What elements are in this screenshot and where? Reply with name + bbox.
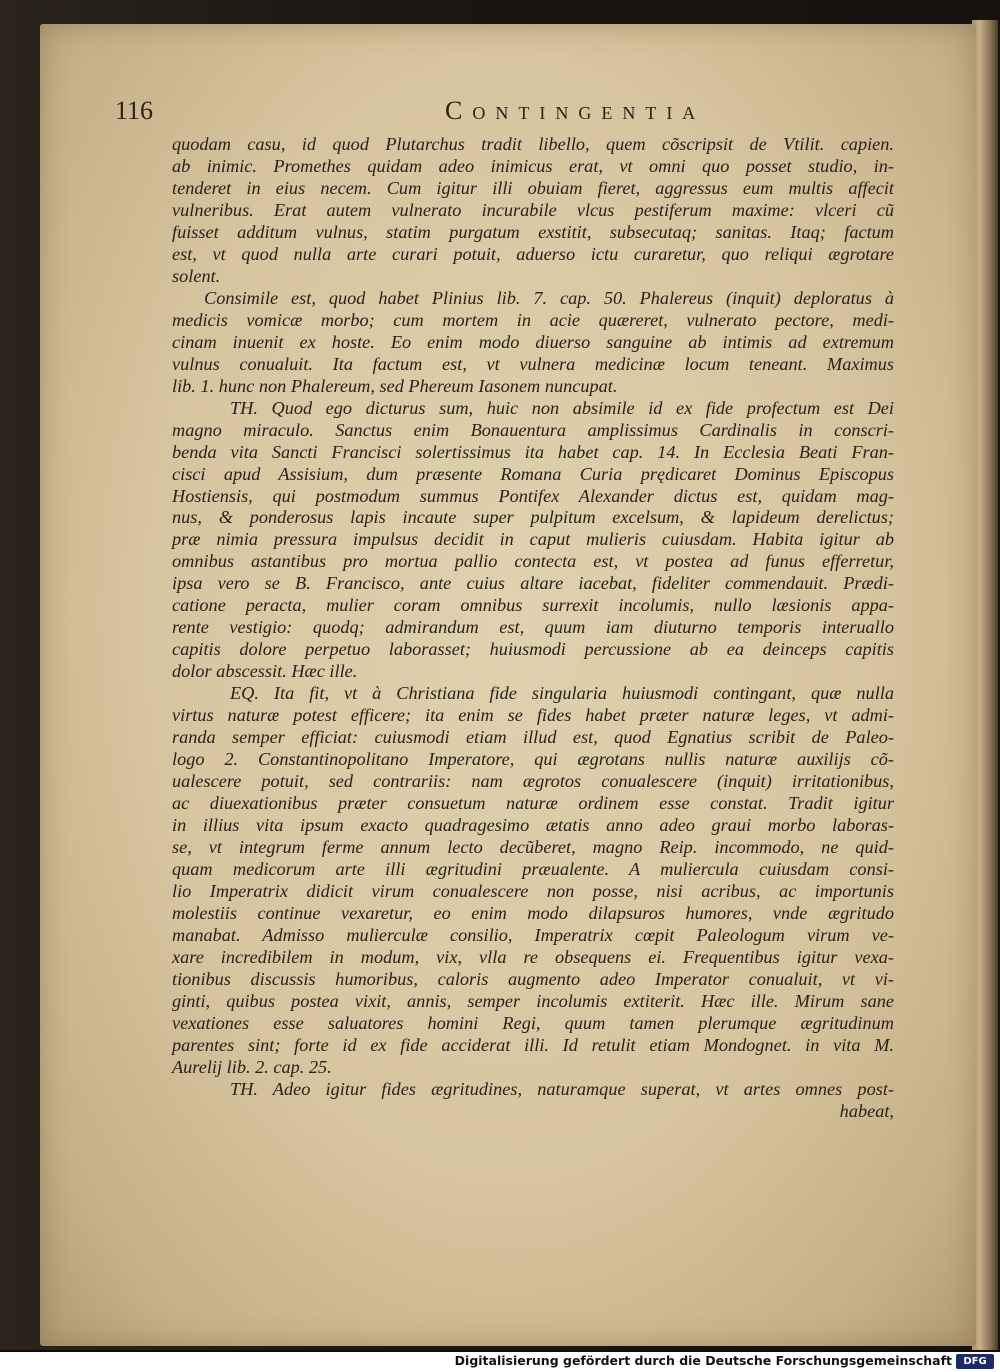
text-line: se, vt integrum ferme annum lecto decũberet, magno Reip. incommodo, ne quid- (172, 837, 894, 857)
text-line: nus, & ponderosus lapis incaute super pulpitum excelsum, & lapideum derelictus; (172, 507, 894, 528)
page-number: 116 (115, 96, 154, 125)
text-line: dolor abscessit. Hæc ille. (172, 661, 358, 682)
text-line: ginti, quibus postea vixit, annis, semper incolumis extiterit. Hæc ille. Mirum sane (172, 990, 894, 1011)
text-line: lio Imperatrix didicit virum conualescere non posse, nisi acribus, ac importunis (172, 880, 894, 901)
text-line: vulneribus. Erat autem vulnerato incurabile vlcus pestiferum maxime: vlceri cũ (172, 199, 894, 220)
text-line: Aurelij lib. 2. cap. 25. (172, 1056, 332, 1077)
footer-credit: Digitalisierung gefördert durch die Deutsche Forschungsgemeinschaft (454, 1353, 952, 1368)
dfg-logo: DFG (956, 1354, 994, 1369)
text-line: tionibus discussis humoribus, caloris augmento adeo Imperator conualuit, vt vi- (172, 968, 894, 989)
text-line: TH. Adeo igitur fides ægritudines, naturamque superat, vt artes omnes post- (230, 1078, 894, 1099)
text-line: est, vt quod nulla arte curari potuit, aduerso ictu curaretur, quo reliqui ægrotare (172, 243, 894, 264)
text-line: Hostiensis, qui postmodum summus Pontifex Alexander dictus est, quidam mag- (172, 485, 894, 506)
footer-bar (0, 1352, 1000, 1372)
body-text (172, 134, 894, 1123)
text-line: ab inimic. Promethes quidam adeo inimicus erat, vt omni quo posset studio, in- (172, 155, 894, 176)
running-head: Contingentia (445, 96, 706, 125)
text-line: ac diuexationibus præter consuetum naturæ ordinem esse constat. Tradit igitur (172, 793, 894, 814)
text-line: magno miraculo. Sanctus enim Bonauentura amplissimus Cardinalis in conscri- (172, 419, 894, 440)
text-line: quam medicorum arte illi ægritudini præualente. A muliercula cuiusdam consi- (172, 858, 894, 879)
page-header (115, 96, 885, 136)
text-line: virtus naturæ potest efficere; ita enim se fides habet præter naturæ leges, vt admi- (172, 705, 894, 726)
text-line: fuisset additum vulnus, statim purgatum exstitit, subsecutaq; sanitas. Itaq; factum (172, 221, 894, 242)
text-line: benda vita Sancti Francisci solertissimus ita habet cap. 14. In Ecclesia Beati Fran- (172, 441, 894, 462)
text-line: omnibus astantibus pro mortua pallio contecta est, vt postea ad funus efferretur, (172, 551, 894, 572)
text-line: catione peracta, mulier coram omnibus surrexit incolumis, nullo læsionis appa- (172, 595, 894, 616)
text-line: parentes sint; forte id ex fide acciderat illi. Id retulit etiam Mondognet. in vita M. (172, 1034, 894, 1055)
text-line: Consimile est, quod habet Plinius lib. 7. cap. 50. Phalereus (inquit) deploratus à (204, 287, 894, 308)
text-line: præ nimia pressura impulsus decidit in caput mulieris cuiusdam. Habita igitur ab (172, 529, 894, 550)
text-line: solent. (172, 265, 221, 286)
text-line: manabat. Admisso mulierculæ consilio, Imperatrix cœpit Paleologum virum ve- (172, 924, 894, 945)
text-line: molestiis continue vexaretur, eo enim modo dilapsuros humores, vnde ægritudo (172, 902, 894, 923)
text-line: EQ. Ita fit, vt à Christiana fide singularia huiusmodi contingant, quæ nulla (230, 683, 894, 704)
text-line: capitis dolore perpetuo laborasset; huiusmodi percussione ab ea deinceps capitis (172, 639, 894, 660)
text-line: randa semper efficiat: cuiusmodi etiam illud est, quod Egnatius scribit de Paleo- (172, 727, 894, 748)
text-line: in illius vita ipsum exacto quadragesimo ætatis anno adeo graui morbo laboras- (172, 815, 894, 836)
text-line: quodam casu, id quod Plutarchus tradit libello, quem cõscripsit de Vtilit. capien. (172, 134, 894, 154)
text-line: cisci apud Assisium, dum præsente Romana Curia prędicaret Dominus Episcopus (172, 463, 894, 484)
text-line: logo 2. Constantinopolitano Imperatore, qui ægrotans nullis naturæ auxilijs cõ- (172, 749, 894, 770)
text-line: ipsa vero se B. Francisco, ante cuius altare iacebat, fideliter commendauit. Prædi- (172, 573, 894, 594)
text-line: lib. 1. hunc non Phalereum, sed Phereum Iasonem nuncupat. (172, 375, 618, 396)
text-line: rente vestigio: quodq; admirandum est, quum iam diuturno temporis interuallo (172, 617, 894, 638)
catchword: habeat, (839, 1100, 894, 1121)
text-line: tenderet in eius necem. Cum igitur illi obuiam fieret, aggressus eum multis affecit (172, 177, 894, 198)
text-line: TH. Quod ego dicturus sum, huic non absimile id ex fide profectum est Dei (230, 397, 894, 418)
text-line: vulnus conualuit. Ita factum est, vt vulnera medicinæ locum teneant. Maximus (172, 353, 894, 374)
text-line: ualescere potuit, sed contrariis: nam ægrotos conualescere (inquit) irritationibus, (172, 771, 894, 792)
text-line: vexationes esse saluatores homini Regi, quum tamen plerumque ægritudinum (172, 1012, 894, 1033)
text-line: cinam inuenit ex hoste. Eo enim modo diuerso sanguine ab intimis ad extremum (172, 331, 894, 352)
text-line: medicis vomicæ morbo; cum mortem in acie quæreret, vulnerato pectore, medi- (172, 309, 894, 330)
text-line: xare incredibilem in modum, vix, vlla re obsequens ei. Frequentibus igitur vexa- (172, 946, 894, 967)
